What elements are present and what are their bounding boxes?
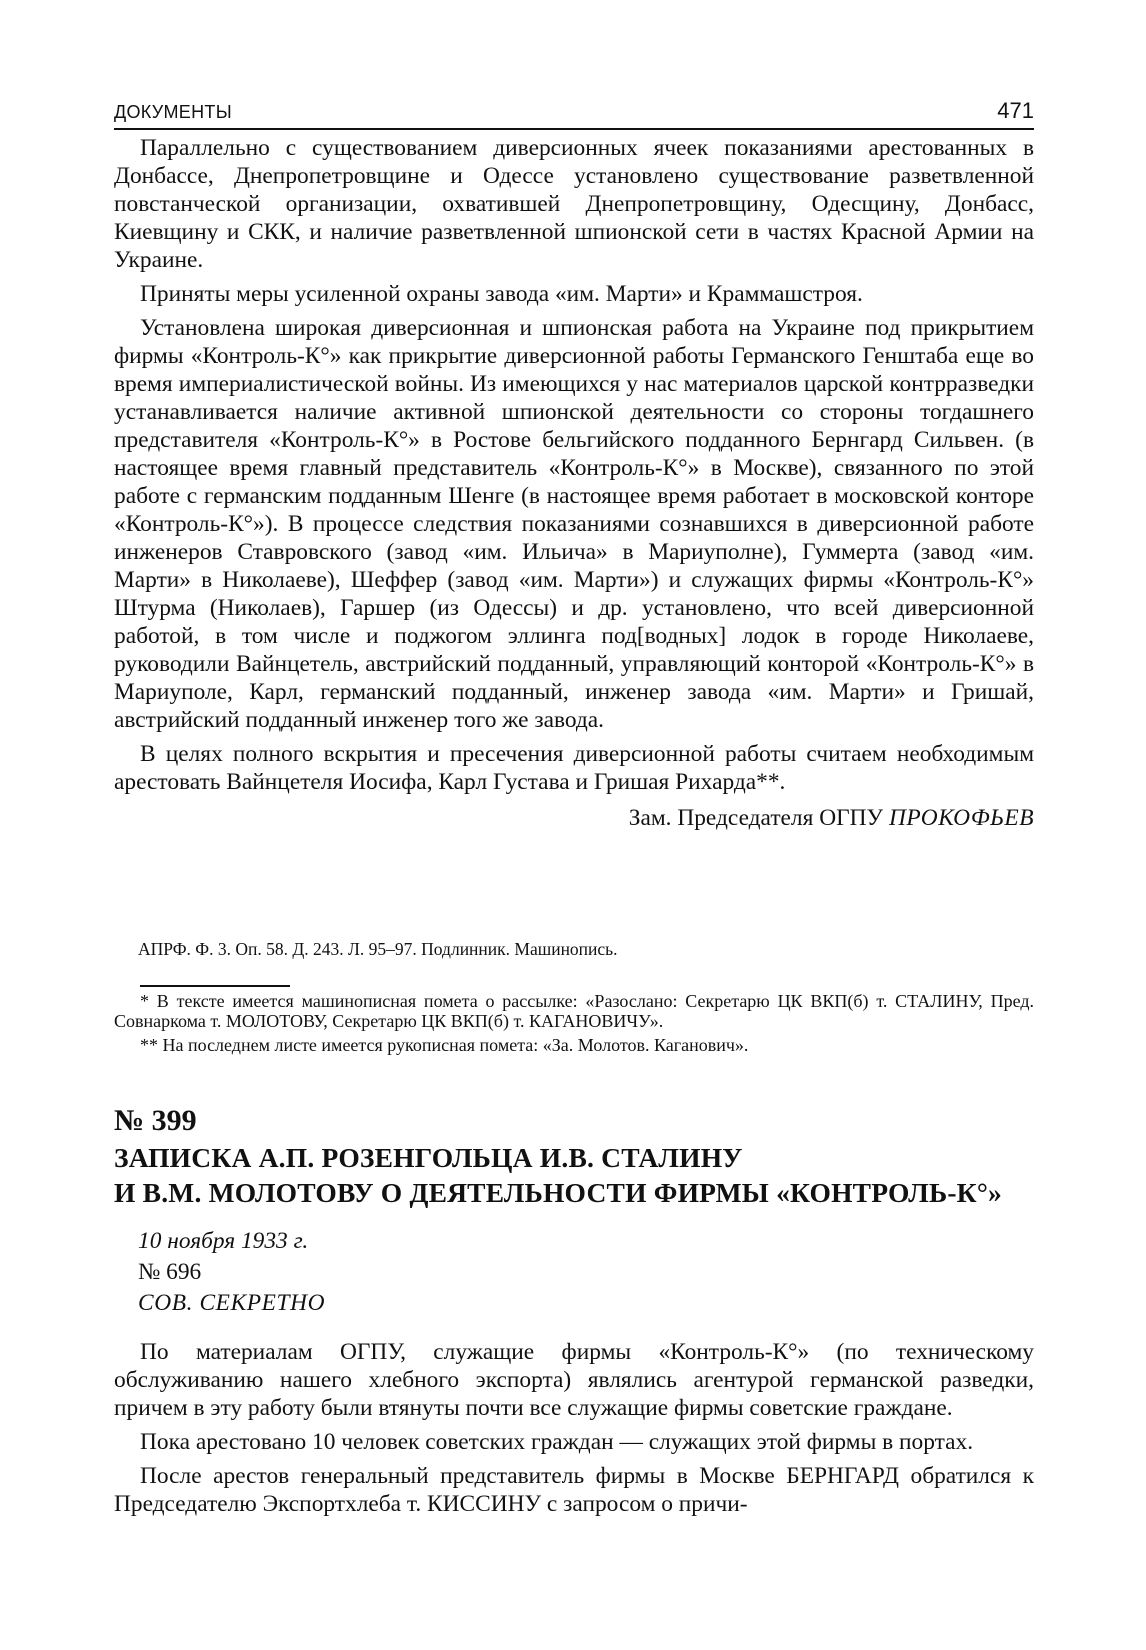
title-line: И В.М. МОЛОТОВУ О ДЕЯТЕЛЬНОСТИ ФИРМЫ «КОНТРОЛЬ-К°» <box>114 1177 1002 1208</box>
footnote: ** На последнем листе имеется рукописная помета: «За. Молотов. Каганович». <box>140 1035 749 1055</box>
footnote: * В тексте имеется машинописная помета о рассылке: «Разослано: Секретарю ЦК ВКП(б) т. СТАЛИНУ, Пред. Совнаркома т. МОЛОТОВУ, Секретарю ЦК ВКП(б) т. КАГАНОВИЧУ». <box>114 991 1034 1031</box>
paragraph: После арестов генеральный представитель фирмы в Москве БЕРНГАРД обратился к Председателю Экспортхлеба т. КИССИНУ с запросом о причи- <box>114 1463 1034 1517</box>
signature <box>114 804 1034 832</box>
signature-title: Зам. Председателя ОГПУ <box>628 805 889 831</box>
document-meta <box>138 1226 325 1319</box>
paragraph: Установлена широкая диверсионная и шпионская работа на Украине под прикрытием фирмы «Контроль-К°» как прикрытие диверсионной работы Германского Генштаба еще во время империалистической войны. Из имеющихся у нас материалов царской контрразведки устанавливается наличие активной шпионской деятельности со стороны тогдашнего представителя «Контроль-К°» в Ростове бельгийского подданного Бернгард Сильвен. (в настоящее время главный представитель «Контроль-К°» в Москве), связанного по этой работе с германским подданным Шенге (в настоящее время работает в московской конторе «Контроль-К°»). В процессе следствия показаниями сознавшихся в диверсионной работе инженеров Ставровского (завод «им. Ильича» в Мариуполне), Гуммерта (завод «им. Марти» в Николаеве), Шеффер (завод «им. Марти») и служащих фирмы «Контроль-К°» Штурма (Николаев), Гаршер (из Одессы) и др. установлено, что всей диверсионной работой, в том числе и поджогом эллинга под[водных] лодок в городе Николаеве, руководили Вайнцетель, австрийский подданный, управляющий конторой «Контроль-К°» в Мариуполе, Карл, германский подданный, инженер завода «им. Марти» и Гришай, австрийский подданный инженер того же завода. <box>114 315 1034 733</box>
page-number: 471 <box>997 98 1034 123</box>
signature-name: ПРОКОФЬЕВ <box>888 805 1034 831</box>
title-line: ЗАПИСКА А.П. РОЗЕНГОЛЬЦА И.В. СТАЛИНУ <box>114 1142 743 1173</box>
document-number: № 399 <box>114 1104 197 1137</box>
paragraph: В целях полного вскрытия и пресечения диверсионной работы считаем необходимым арестовать Вайнцетеля Иосифа, Карл Густава и Гришая Рихарда**. <box>114 741 1034 795</box>
registration-number: № 696 <box>138 1259 202 1285</box>
archival-source: АПРФ. Ф. 3. Оп. 58. Д. 243. Л. 95–97. Подлинник. Машинопись. <box>138 939 618 959</box>
paragraph: Пока арестовано 10 человек советских граждан — служащих этой фирмы в портах. <box>140 1429 974 1455</box>
document-399-body <box>114 1338 1034 1524</box>
header-rule <box>114 128 1034 130</box>
footnotes <box>114 991 1034 1059</box>
paragraph: Параллельно с существованием диверсионных ячеек показаниями арестованных в Донбассе, Днепропетровщине и Одессе установлено существование разветвленной повстанческой организации, охватившей Днепропетровщину, Одесщину, Донбасс, Киевщину и СКК, и наличие разветвленной шпионской сети в частях Красной Армии на Украине. <box>114 135 1034 273</box>
running-head <box>114 98 1034 128</box>
document-date: 10 ноября 1933 г. <box>138 1228 309 1254</box>
document-title <box>114 1140 1034 1210</box>
document-399-header <box>114 1104 1034 1210</box>
document-398-body <box>114 134 1034 844</box>
footnote-rule <box>140 985 290 987</box>
paragraph: По материалам ОГПУ, служащие фирмы «Контроль-К°» (по техническому обслуживанию нашего хлебного экспорта) являлись агентурой германской разведки, причем в эту работу были втянуты почти все служащие фирмы советские граждане. <box>114 1339 1034 1421</box>
classification-mark: СОВ. СЕКРЕТНО <box>138 1290 326 1316</box>
paragraph: Приняты меры усиленной охраны завода «им. Марти» и Краммашстроя. <box>140 281 863 307</box>
section-label: ДОКУМЕНТЫ <box>114 102 232 122</box>
